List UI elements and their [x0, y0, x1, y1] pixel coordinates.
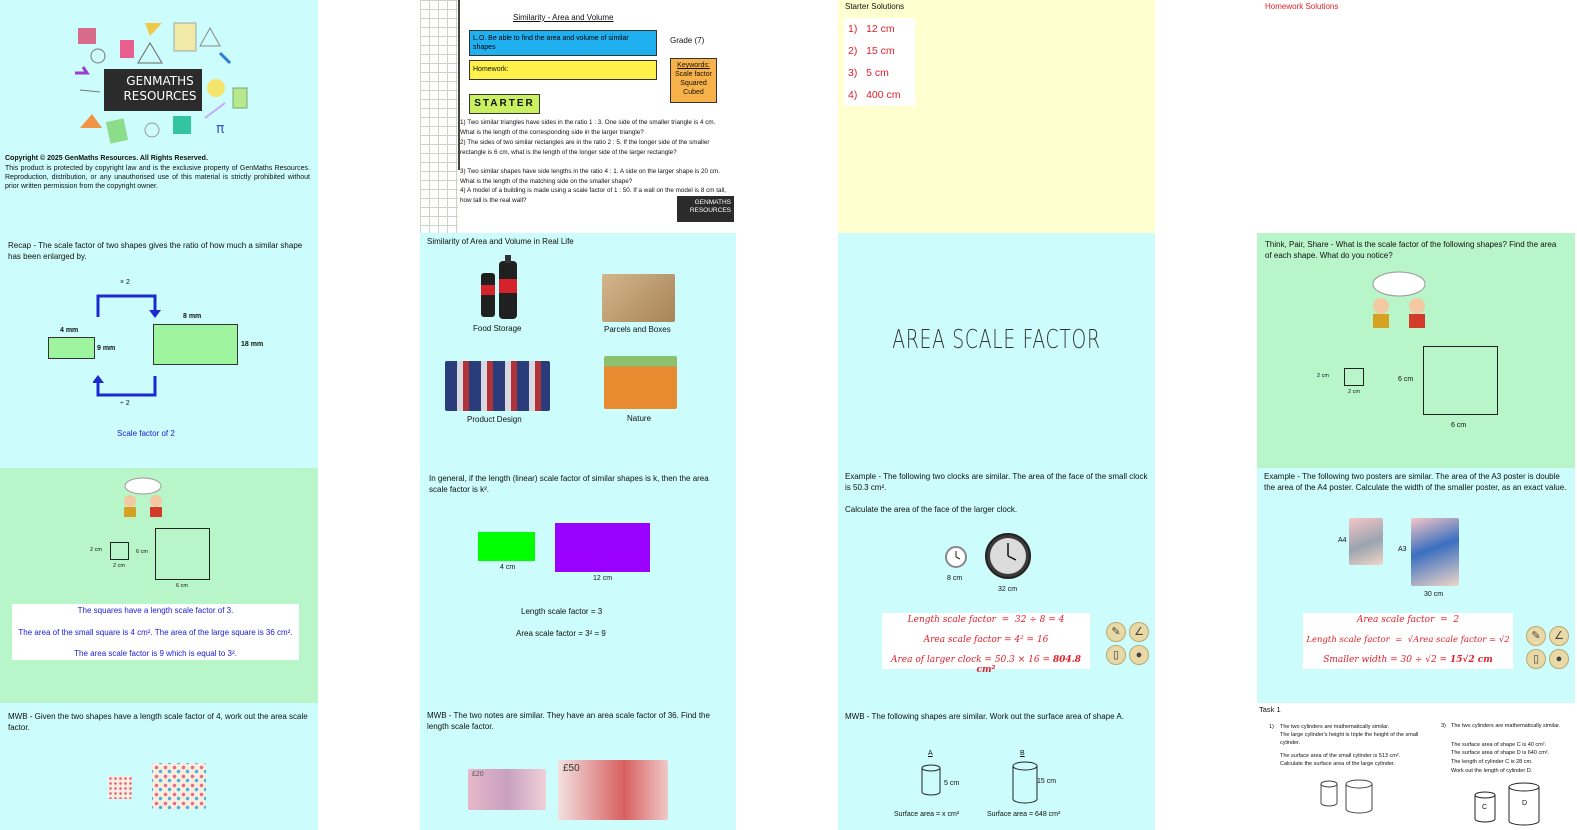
cylinder-a-label: A	[928, 750, 933, 757]
q1-line1: The two cylinders are mathematically similar.	[1280, 724, 1390, 730]
clocks-solution-line3-text: Area of larger clock = 50.3 × 16 =	[890, 655, 1053, 665]
a3-label: A3	[1398, 546, 1407, 553]
slide-task-1	[1257, 703, 1575, 830]
q3-line5: Work out the length of cylinder D.	[1451, 768, 1533, 774]
cylinder-a-height: 5 cm	[944, 780, 960, 787]
slide-posters-example	[1257, 468, 1575, 703]
small-square	[110, 542, 129, 560]
slide-starter	[420, 0, 736, 233]
real-life-title: Similarity of Area and Volume in Real Life	[427, 237, 574, 246]
q3-line4: The length of cylinder C is 28 cm.	[1451, 759, 1533, 765]
large-banknote	[558, 760, 668, 820]
cylinder-b-height: 15 cm	[1037, 778, 1057, 785]
slide-mwb-notes	[420, 703, 736, 830]
mwb-cylinders-title: MWB - The following shapes are similar. Work out the surface area of shape A.	[845, 712, 1124, 721]
posters-solution-line3-text: Smaller width = 30 ÷ √2 =	[1323, 655, 1450, 665]
q3-line1: The two cylinders are mathematically similar.	[1451, 723, 1561, 729]
small-side-label: 2 cm	[90, 547, 102, 553]
q3-line3: The surface area of shape D is 640 cm².	[1451, 750, 1550, 756]
large-side-label: 6 cm	[1398, 376, 1414, 383]
posters-solution-line2: Length scale factor = √Area scale factor = √2	[1306, 635, 1510, 645]
pencil-icon: ✎	[1106, 622, 1126, 642]
q1-line3: The surface area of the small cylinder is 513 cm².	[1280, 753, 1401, 759]
section-title: AREA SCALE FACTOR	[892, 325, 1101, 355]
q3-line2: The surface area of shape C is 40 cm².	[1451, 742, 1547, 748]
label-product-design: Product Design	[467, 415, 522, 424]
carrots-image	[604, 356, 677, 409]
large-rect-label: 12 cm	[593, 575, 613, 582]
slide-general-rule	[420, 468, 736, 703]
starter-q1: 1) Two similar triangles have sides in the ratio 1 : 3. One side of the smaller triangle is 4 cm. What is the length of the corresponding side in the larger triangle?	[460, 119, 716, 136]
cylinder-b-label: B	[1020, 750, 1025, 757]
enlarge-arrow-icon	[93, 290, 163, 320]
slide-real-life	[420, 233, 736, 468]
q1-line2: The large cylinder's height is triple the height of the small cylinder.	[1280, 732, 1419, 746]
slide-recap	[0, 233, 318, 468]
pencil-icon: ✎	[1526, 626, 1546, 646]
clocks-solution-box	[882, 613, 1090, 675]
answers-box	[844, 18, 915, 106]
starter-q2: 2) The sides of two similar rectangles are in the ratio 2 : 5. If the longer side of the smaller rectangle is 6 cm, what is the length of the longer side of the larger rectangle?	[460, 139, 710, 156]
answer-3: 3) 5 cm	[848, 67, 889, 79]
length-scale-line: Length scale factor = 3	[521, 607, 603, 616]
task-cylinders-q1-icon	[1317, 779, 1387, 815]
small-height-label: 9 mm	[97, 345, 116, 352]
large-clock-icon	[984, 532, 1032, 580]
slide-cover	[0, 0, 318, 233]
people-thinking-icon	[118, 476, 168, 518]
grade-label: Grade (7)	[670, 36, 705, 45]
label-food-storage: Food Storage	[473, 324, 522, 333]
large-square	[1423, 346, 1498, 415]
clocks-title: Example - The following two clocks are similar. The area of the face of the small clock is 50.3 cm².	[845, 472, 1148, 492]
large-height-label: 18 mm	[241, 341, 264, 348]
lesson-title: Similarity - Area and Volume	[513, 13, 614, 22]
cylinder-icon: ▯	[1526, 649, 1546, 669]
clocks-solution-line2: Area scale factor = 4² = 16	[923, 635, 1049, 645]
posters-solution-box	[1303, 613, 1513, 669]
area-scale-line: Area scale factor = 3² = 9	[516, 629, 606, 638]
mwb-area-title: MWB - Given the two shapes have a length scale factor of 4, work out the area scale factor.	[8, 712, 308, 732]
small-rect-label: 4 cm	[500, 564, 516, 571]
large-dotted-square	[152, 763, 206, 809]
explanation-line3: The area scale factor is 9 which is equal to 3².	[74, 649, 237, 658]
answer-2: 2) 15 cm	[848, 45, 895, 57]
a4-poster-image	[1349, 518, 1383, 565]
large-side-label: 6 cm	[136, 549, 148, 555]
task-cylinders-q3-icon	[1469, 781, 1549, 827]
slide-homework-solutions	[1257, 0, 1575, 233]
large-note-value: £50	[563, 763, 580, 774]
clocks-answer: 804.8 cm²	[976, 655, 1082, 675]
cylinder-b-surface-area: Surface area = 648 cm²	[987, 811, 1061, 818]
people-thinking-icon	[1363, 270, 1435, 330]
div2-label: ÷ 2	[120, 400, 130, 407]
compass-icon: ∠	[1129, 622, 1149, 642]
large-bottom-label: 6 cm	[1451, 422, 1467, 429]
homework-solutions-title: Homework Solutions	[1265, 2, 1339, 11]
keyword-1: Scale factor	[675, 71, 712, 78]
logo-line2: RESOURCES	[123, 89, 197, 103]
slide-squares-explanation	[0, 468, 318, 703]
slide-area-scale-factor	[838, 233, 1155, 468]
starter-q4: 4) A model of a building is made using a scale factor of 1 : 50. If a wall on the model is 8 cm tall, how tall is the real wall?	[460, 187, 727, 204]
large-rectangle	[153, 324, 238, 365]
large-clock-label: 32 cm	[998, 586, 1018, 593]
width-label: 30 cm	[1424, 591, 1444, 598]
a3-poster-image	[1411, 518, 1459, 586]
posters-answer: 15√2 cm	[1449, 655, 1493, 665]
sphere-icon: ●	[1549, 649, 1569, 669]
small-green-rectangle	[478, 532, 535, 561]
recap-title: Recap - The scale factor of two shapes gives the ratio of how much a similar shape has been enlarged by.	[8, 241, 303, 261]
q1-line4: Calculate the surface area of the large cylinder.	[1280, 761, 1395, 767]
answer-1: 1) 12 cm	[848, 23, 895, 35]
keywords-box	[670, 58, 717, 103]
starter-label	[469, 94, 540, 114]
small-bottom-label: 2 cm	[1348, 389, 1360, 395]
small-rectangle	[48, 337, 95, 359]
starter-solutions-title: Starter Solutions	[845, 2, 905, 11]
cylinder-a-icon	[920, 764, 942, 798]
clocks-solution-line1: Length scale factor = 32 ÷ 8 = 4	[907, 615, 1065, 625]
clocks-solution-line3	[882, 655, 1090, 675]
svg-text:π: π	[216, 121, 225, 137]
slide-starter-solutions	[838, 0, 1155, 233]
large-purple-rectangle	[555, 523, 650, 572]
posters-solution-line1: Area scale factor = 2	[1356, 615, 1460, 625]
clocks-subtitle: Calculate the area of the face of the larger clock.	[845, 505, 1018, 514]
small-square	[1344, 368, 1364, 386]
small-banknote	[468, 769, 546, 810]
small-logo-line1: GENMATHS	[694, 199, 731, 206]
cylinder-icon: ▯	[1106, 645, 1126, 665]
lo-box	[469, 30, 657, 56]
small-logo-line2: RESOURCES	[689, 207, 731, 214]
posters-solution-line3	[1303, 655, 1513, 665]
recap-caption: Scale factor of 2	[117, 429, 175, 438]
slide-mwb-area	[0, 703, 318, 830]
times2-label: × 2	[120, 279, 130, 286]
general-rule-text: In general, if the length (linear) scale factor of similar shapes is k, then the area scale factor is k².	[429, 474, 709, 494]
q3-number: 3)	[1441, 723, 1446, 729]
slide-clocks-example	[838, 468, 1155, 703]
label-nature: Nature	[627, 414, 652, 423]
explanation-line1: The squares have a length scale factor of 3.	[77, 606, 234, 615]
logo-line1: GENMATHS	[126, 74, 194, 88]
mwb-notes-title: MWB - The two notes are similar. They have an area scale factor of 36. Find the length scale factor.	[427, 711, 710, 731]
lo-text: L.O. Be able to find the area and volume of similar shapes	[473, 35, 629, 51]
explanation-box	[12, 604, 299, 660]
large-width-label: 8 mm	[183, 313, 202, 320]
small-note-value: £20	[472, 771, 484, 778]
small-clock-icon	[944, 545, 968, 569]
small-width-label: 4 mm	[60, 327, 79, 334]
cylinder-b-icon	[1010, 761, 1040, 807]
starter-text: STARTER	[474, 98, 535, 109]
task-title: Task 1	[1259, 705, 1281, 714]
a4-label: A4	[1338, 537, 1347, 544]
slide-think-pair-share	[1257, 233, 1575, 468]
starter-q3: 3) Two similar shapes have side lengths in the ratio 4 : 1. A side on the larger shape is 20 cm. What is the length of the matching side on the smaller shape?	[460, 168, 720, 185]
cylinder-d-label: D	[1522, 800, 1528, 807]
homework-box	[469, 60, 657, 80]
small-side-label: 2 cm	[1317, 373, 1329, 379]
sphere-icon: ●	[1129, 645, 1149, 665]
large-bottom-label: 6 cm	[176, 583, 188, 589]
cylinder-a-surface-area: Surface area = x cm²	[894, 811, 960, 818]
small-logo	[677, 196, 734, 222]
answer-4: 4) 400 cm	[848, 89, 901, 101]
compass-icon: ∠	[1549, 626, 1569, 646]
slide-mwb-cylinders	[838, 703, 1155, 830]
bottles-icon	[478, 253, 523, 321]
q1-number: 1)	[1269, 724, 1274, 730]
small-clock-label: 8 cm	[947, 575, 963, 582]
keywords-title: Keywords:	[677, 62, 710, 69]
parcels-image	[602, 274, 675, 322]
posters-title: Example - The following two posters are similar. The area of the A3 poster is double the area of the A4 poster. Calculate the width of the smaller poster, as an exact value.	[1264, 472, 1567, 492]
keyword-3: Cubed	[683, 89, 704, 96]
logo	[104, 69, 202, 111]
label-parcels: Parcels and Boxes	[604, 325, 671, 334]
cylinder-c-label: C	[1482, 804, 1488, 811]
product-design-image	[445, 361, 550, 411]
tps-title: Think, Pair, Share - What is the scale factor of the following shapes? Find the area of each shape. What do you notice?	[1265, 240, 1557, 260]
small-bottom-label: 2 cm	[113, 563, 125, 569]
small-dotted-square	[108, 776, 132, 799]
homework-label: Homework:	[473, 66, 509, 73]
large-square	[155, 528, 210, 580]
keyword-2: Squared	[680, 80, 707, 87]
copyright-heading: Copyright © 2025 GenMaths Resources. All Rights Reserved.	[5, 155, 208, 162]
copyright-body: This product is protected by copyright law and is the exclusive property of GenMaths Resources. Reproduction, distribution, or any unauthorised use of this material is strictly prohibited without prior written permission from the copyright owner.	[5, 165, 310, 190]
explanation-line2: The area of the small square is 4 cm². The area of the large square is 36 cm².	[18, 628, 293, 637]
